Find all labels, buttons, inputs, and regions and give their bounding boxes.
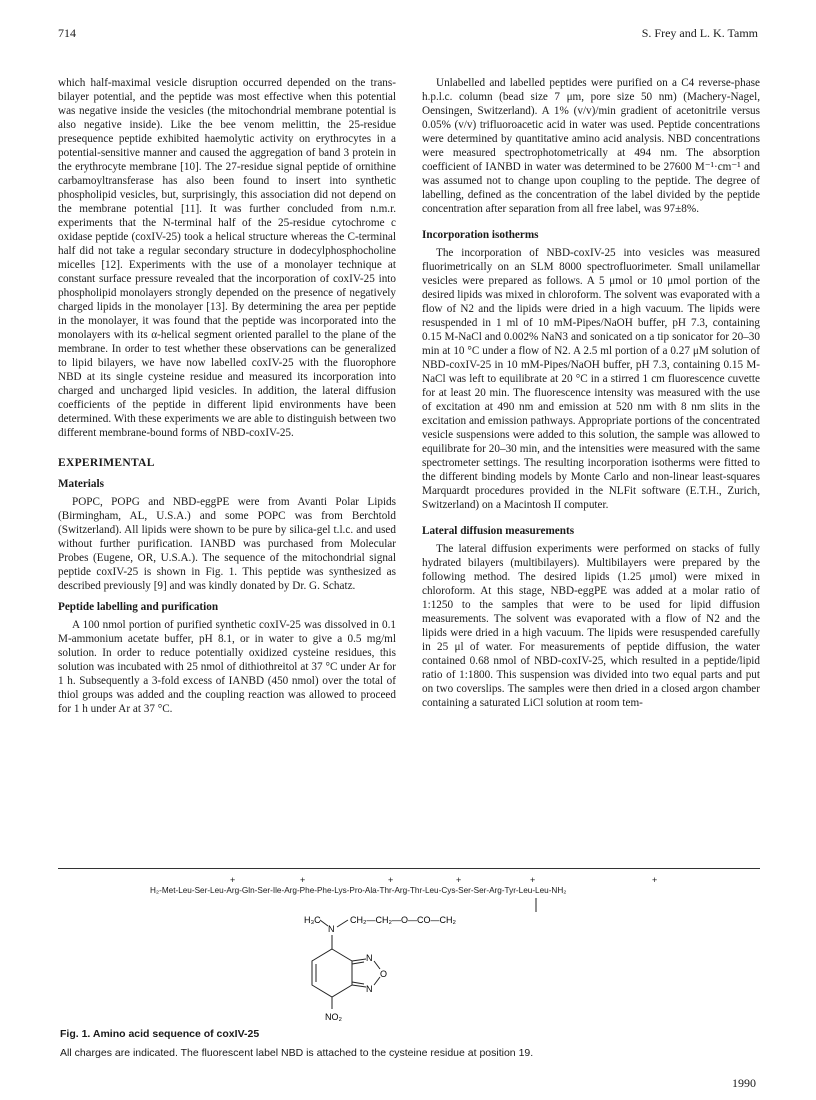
ring-o-label: O (380, 969, 388, 979)
intro-paragraph: which half-maximal vesicle disruption occurred depended on the trans-bilayer potential, and the peptide was most effective when this potential was negative inside the vesicles (the mitochondrial membrane potential is also negative inside). Like the bee venom melittin, the 25-residue presequence peptide exhibited haemolytic activity on erythrocytes in a potential-sensitive manner and caused the aggregation of band 3 protein in the erythrocyte membrane [10]. The 27-residue signal peptide of ornithine carbamoyltransferase has also been found to insert into synthetic phospholipid vesicles, but, surprisingly, this association did not depend on the membrane potential [11]. It was further concluded from n.m.r. experiments that the N-terminal half of the 25-residue cytochrome c oxidase peptide (coxIV-25) took a helical structure whereas the C-terminal half did not take a regular secondary structure in dodecylphosphocholine micelles [12]. Experiments with the use of a monolayer technique at constant surface pressure revealed that the incorporation of coxIV-25 into phospholipid monolayers strongly depended on the presence of negatively charged lipids in the monolayer [13]. By determining the area per peptide in the monolayer, it was found that the peptide was incorporated into the monolayers with its α-helical segment oriented parallel to the plane of the membrane. In order to test whether these observations can be generalized to lipid bilayers, we have now labelled coxIV-25 with the fluorophore NBD at its single cysteine residue and measured its incorporation into charged and uncharged lipid vesicles. In addition, the lateral diffusion coefficients of the peptide in different lipid environments have been determined. With these experiments we are able to distinguish between two different membrane-bound forms of NBD-coxIV-25. (58, 77, 396, 439)
running-header-authors: S. Frey and L. K. Tamm (641, 26, 758, 40)
bond-line (320, 920, 328, 926)
figure-1 (58, 875, 760, 1050)
ring-n-label: N (366, 984, 373, 994)
double-bond (352, 962, 364, 964)
charge-plus: + (652, 875, 658, 885)
subheading-isotherms: Incorporation isotherms (422, 229, 539, 241)
charge-plus: + (230, 875, 236, 885)
charge-plus: + (530, 875, 536, 885)
linker-chain-label: CH₂—CH₂—O—CO—CH₂ (350, 915, 456, 925)
benzene-ring (312, 949, 352, 997)
page-number: 714 (58, 26, 76, 40)
subheading-diffusion: Lateral diffusion measurements (422, 525, 575, 537)
bond-line (352, 959, 366, 961)
right-column (422, 76, 760, 710)
methyl-label: H₃C (304, 915, 321, 925)
isotherms-paragraph: The incorporation of NBD-coxIV-25 into vesicles was measured fluorimetrically on an SLM 8000 spectrofluorimeter. Small unilamellar vesicles were prepared as follows. A 5 μmol or 10 μmol portion of the desired lipids was mixed in chloroform. The solvent was evaporated with a flow of N2 and the lipids were dried in a high vacuum. The lipids were resuspended in 1 ml of 10 mM-Pipes/NaOH buffer, pH 7.3, containing 0.15 M-NaCl and 0.002% NaN3 and sonicated on a tip sonicator for 20–30 min at 10 °C under a flow of N2. A 2.5 ml portion of a 0.27 μM solution of NBD-coxIV-25 in 10 mM-Pipes/NaOH buffer, pH 7.3, containing 0.15 M-NaCl was left to equilibrate at 20 °C in a stirred 1 cm fluorescence cuvette for at least 20 min. The fluorescence intensity was measured with the use of excitation at 490 nm and emission at 520 nm with 8 nm slits in the excitation and emission pathways. Appropriate portions of the concentrated vesicle suspensions were added to this solution, the sample was allowed to equilibrate for 20–30 min, and the intensities were measured with the same spectrometer settings. The resulting incorporation isotherms were fitted to the different binding models by Monte Carlo and non-linear least-squares Marquardt procedures provided in the NLFit software (E.T.H., Zurich, Switzerland) on a Macintosh II computer. (422, 247, 760, 511)
nitro-label: NO₂ (325, 1012, 342, 1022)
materials-paragraph: POPC, POPG and NBD-eggPE were from Avanti Polar Lipids (Birmingham, AL, U.S.A.) and some POPC was from Berchtold (Switzerland). All lipids were shown to be pure by silica-gel t.l.c. and used without further purification. IANBD was purchased from Molecular Probes (Eugene, OR, U.S.A.). The sequence of the mitochondrial signal peptide coxIV-25 is shown in Fig. 1. This peptide was synthesized as described previously [9] and was kindly donated by Dr. G. Schatz. (58, 496, 396, 592)
double-bond (352, 982, 364, 984)
section-heading-experimental: EXPERIMENTAL (58, 457, 155, 469)
diffusion-paragraph: The lateral diffusion experiments were performed on stacks of fully hydrated bilayers (multibilayers). Multibilayers were prepared by the following method. The desired lipids (1.25 μmol) were mixed in chloroform. At this stage, NBD-eggPE was added at a molar ratio of 1:1250 to the samples that were to be used for lipid diffusion measurements. The solvent was evaporated with a flow of N2 and the lipids were dried in a high vacuum. The lipids were resuspended carefully in 25 μl of water. For measurements of peptide diffusion, the water contained 0.68 nmol of NBD-coxIV-25, which resulted in a peptide/lipid ratio of 1:1800. This suspension was divided into two equal parts and put on two coverslips. The samples were then dried in a closed argon chamber containing a saturated LiCl solution at room tem- (422, 543, 760, 709)
subheading-materials: Materials (58, 478, 104, 490)
bond-line (352, 985, 366, 987)
bond-line (337, 920, 348, 927)
charge-plus: + (388, 875, 394, 885)
subheading-labelling: Peptide labelling and purification (58, 601, 219, 613)
figure-caption-title: Fig. 1. Amino acid sequence of coxIV-25 (60, 1028, 260, 1040)
purification-paragraph: Unlabelled and labelled peptides were purified on a C4 reverse-phase h.p.l.c. column (bead size 7 μm, pore size 50 nm) (Machery-Nagel, Oensingen, Switzerland). A 1% (v/v)/min gradient of acetonitrile versus 0.05% (v/v) trifluoroacetic acid in water was used. Peptide concentrations were determined by quantitative amino acid analysis. NBD concentrations were measured spectrophotometrically at 494 nm. The absorption coefficient of IANBD in water was determined to be 27600 M⁻¹·cm⁻¹ and was assumed not to change upon coupling to the peptide. The degree of labelling, defined as the concentration of the label divided by the peptide concentration after separation from all free label, was 97±8%. (422, 77, 760, 215)
charge-plus: + (456, 875, 462, 885)
figure-top-rule (58, 868, 760, 869)
charge-plus: + (300, 875, 306, 885)
labelling-paragraph: A 100 nmol portion of purified synthetic coxIV-25 was dissolved in 0.1 M-ammonium acetate buffer, pH 8.1, or in water to give a 0.5 mg/ml solution. In order to reduce potentially oxidized cysteine residues, this solution was incubated with 25 nmol of dithiothreitol at 37 °C under Ar for 1 h. Subsequently a 3-fold excess of IANBD (450 nmol) over the total of thiol groups was added and the coupling reaction was allowed to proceed for 1 h under Ar at 37 °C. (58, 619, 396, 715)
footer-year: 1990 (732, 1076, 756, 1090)
ring-n-label: N (366, 953, 373, 963)
nbd-structure (58, 875, 760, 1025)
left-column (58, 76, 396, 716)
peptide-sequence: H₂-Met-Leu-Ser-Leu-Arg-Gln-Ser-Ile-Arg-Phe-Phe-Lys-Pro-Ala-Thr-Arg-Thr-Leu-Cys-Ser-Ser-Arg-Tyr-Leu-Leu-NH₂ (150, 886, 567, 895)
amine-n-label: N (328, 924, 335, 934)
bond-line (374, 961, 380, 969)
figure-caption-text: All charges are indicated. The fluorescent label NBD is attached to the cysteine residue at position 19. (60, 1047, 534, 1059)
